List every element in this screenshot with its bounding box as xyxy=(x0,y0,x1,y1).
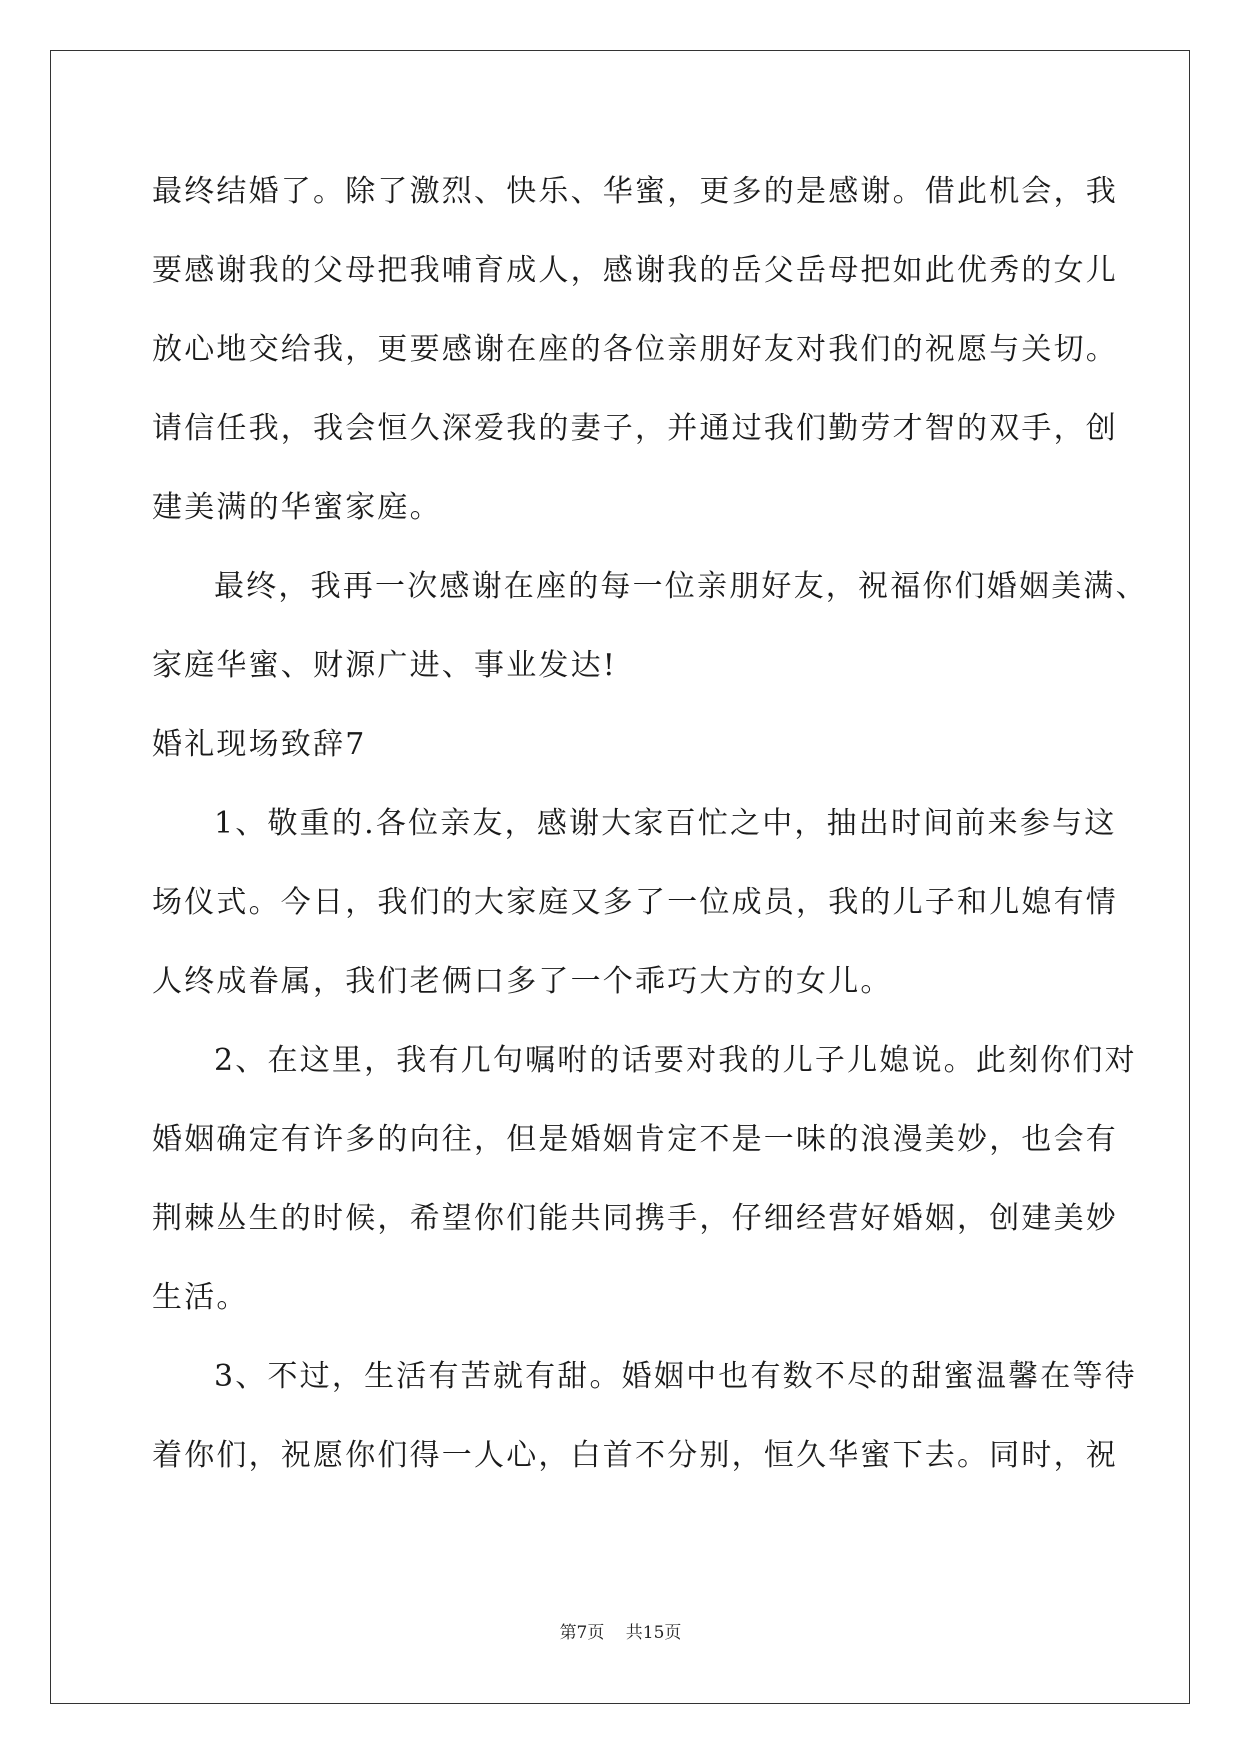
text-line: 最终，我再一次感谢在座的每一位亲朋好友，祝福你们婚姻美满、 xyxy=(214,569,1148,604)
text-line: 生活。 xyxy=(152,1280,249,1315)
text-line: 1、敬重的.各位亲友，感谢大家百忙之中，抽出时间前来参与这 xyxy=(214,806,1117,841)
text-line: 婚姻确定有许多的向往，但是婚姻肯定不是一味的浪漫美妙，也会有 xyxy=(152,1122,1118,1157)
text-line: 场仪式。今日，我们的大家庭又多了一位成员，我的儿子和儿媳有情 xyxy=(152,885,1118,920)
text-line: 最终结婚了。除了激烈、快乐、华蜜，更多的是感谢。借此机会，我 xyxy=(152,174,1118,209)
text-line: 3、不过，生活有苦就有甜。婚姻中也有数不尽的甜蜜温馨在等待 xyxy=(214,1359,1137,1394)
text-line: 家庭华蜜、财源广进、事业发达! xyxy=(152,648,618,683)
text-line: 建美满的华蜜家庭。 xyxy=(152,490,442,525)
text-line: 要感谢我的父母把我哺育成人，感谢我的岳父岳母把如此优秀的女儿 xyxy=(152,253,1118,288)
text-line: 请信任我，我会恒久深爱我的妻子，并通过我们勤劳才智的双手，创 xyxy=(152,411,1118,446)
text-line: 着你们，祝愿你们得一人心，白首不分别，恒久华蜜下去。同时，祝 xyxy=(152,1438,1118,1473)
text-line: 荆棘丛生的时候，希望你们能共同携手，仔细经营好婚姻，创建美妙 xyxy=(152,1201,1118,1236)
section-heading: 婚礼现场致辞7 xyxy=(152,727,367,762)
text-line: 放心地交给我，更要感谢在座的各位亲朋好友对我们的祝愿与关切。 xyxy=(152,332,1118,367)
page-number: 第7页 xyxy=(559,1623,605,1643)
page-footer xyxy=(0,1622,1241,1644)
text-line: 2、在这里，我有几句嘱咐的话要对我的儿子儿媳说。此刻你们对 xyxy=(214,1043,1137,1078)
page-total: 共15页 xyxy=(625,1623,682,1643)
text-line: 人终成眷属，我们老俩口多了一个乖巧大方的女儿。 xyxy=(152,964,893,999)
